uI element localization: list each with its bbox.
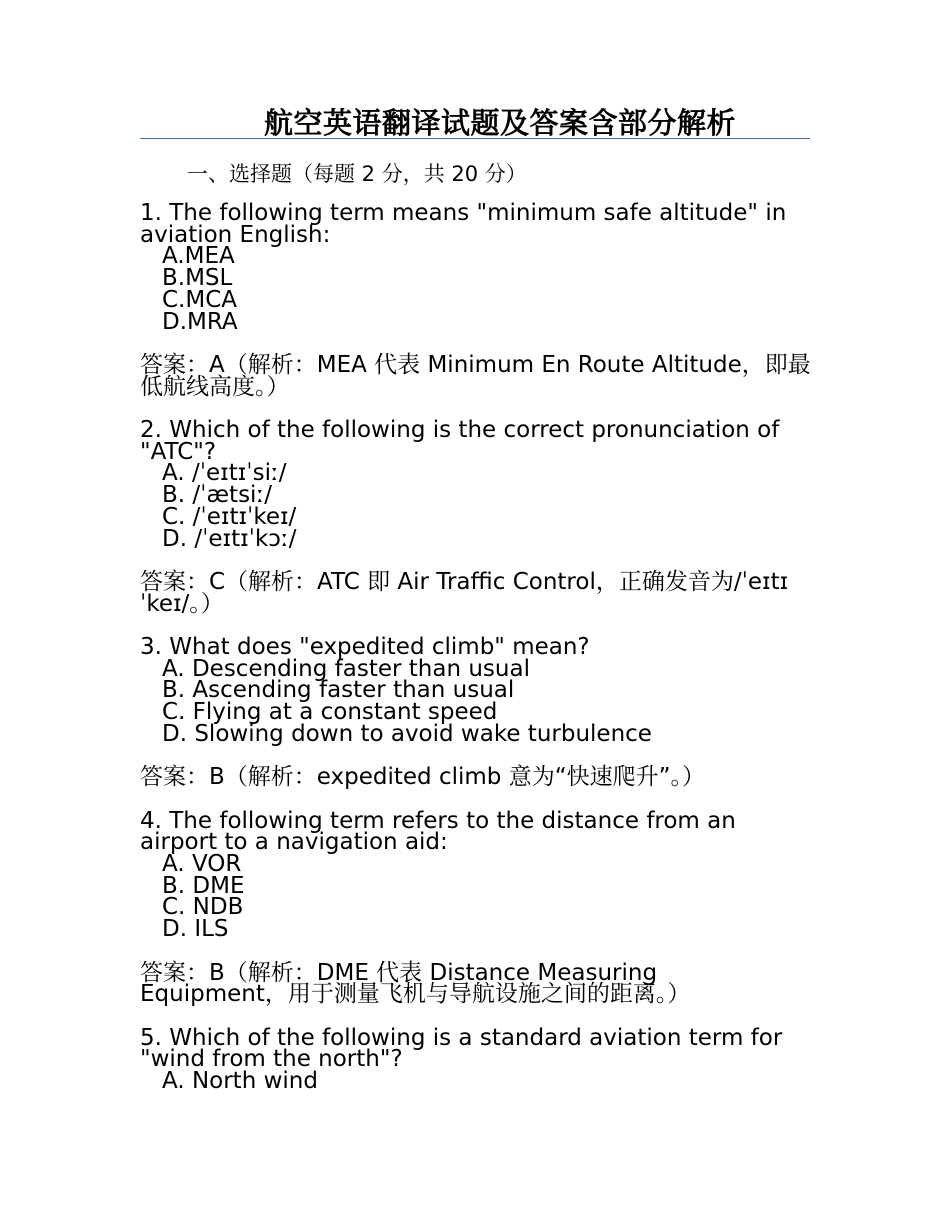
option-a: A. North wind <box>162 1068 318 1094</box>
option-a: A. /ˈeɪtɪˈsiː/ <box>162 460 287 487</box>
option-c: C. Flying at a constant speed <box>162 699 498 726</box>
option-b: B. /ˈætsiː/ <box>162 482 272 509</box>
option-c: C.MCA <box>162 286 238 313</box>
option-d: D.MRA <box>162 308 238 335</box>
answer-text: 答案：A（解析：MEA 代表 Minimum En Route Altitude，即最低航线高度。） <box>140 351 811 400</box>
answer-text: 答案：C（解析：ATC 即 Air Traffic Control，正确发音为/ˈeɪtɪˈkeɪ/。） <box>140 568 789 617</box>
answer-text: 答案：B（解析：DME 代表 Distance Measuring Equipment，用于测量飞机与导航设施之间的距离。） <box>140 959 691 1008</box>
question-5 <box>140 1024 812 1094</box>
question-text: 2. Which of the following is the correct pronunciation of "ATC"? <box>140 417 780 465</box>
answer-text: 答案：B（解析：expedited climb 意为“快速爬升”。） <box>140 764 706 791</box>
question-text: 1. The following term means "minimum safe altitude" in aviation English: <box>140 200 787 248</box>
option-d: D. Slowing down to avoid wake turbulence <box>162 720 652 747</box>
question-list <box>140 200 812 1094</box>
option-b: B.MSL <box>162 265 233 292</box>
question-text: 5. Which of the following is a standard aviation term for "wind from the north"? <box>140 1024 783 1073</box>
document-title: 航空英语翻译试题及答案含部分解析 <box>263 106 736 140</box>
section-heading: 一、选择题（每题 2 分，共 20 分） <box>187 162 527 186</box>
option-d: D. /ˈeɪtɪˈkɔː/ <box>162 525 297 552</box>
option-b: B. Ascending faster than usual <box>162 677 515 704</box>
question-1 <box>140 200 812 420</box>
question-2 <box>140 417 812 637</box>
option-a: A. VOR <box>162 851 242 877</box>
question-text: 4. The following term refers to the distance from an airport to a navigation aid: <box>140 807 736 856</box>
title-block <box>140 104 810 142</box>
title-underline <box>140 138 810 139</box>
option-d: D. ILS <box>162 916 229 943</box>
question-text: 3. What does "expedited climb" mean? <box>140 634 590 660</box>
option-b: B. DME <box>162 872 245 899</box>
option-a: A.MEA <box>162 243 235 270</box>
option-a: A. Descending faster than usual <box>162 655 530 682</box>
question-3 <box>140 634 812 811</box>
option-c: C. NDB <box>162 894 244 921</box>
option-c: C. /ˈeɪtɪˈkeɪ/ <box>162 503 297 530</box>
question-4 <box>140 807 812 1028</box>
